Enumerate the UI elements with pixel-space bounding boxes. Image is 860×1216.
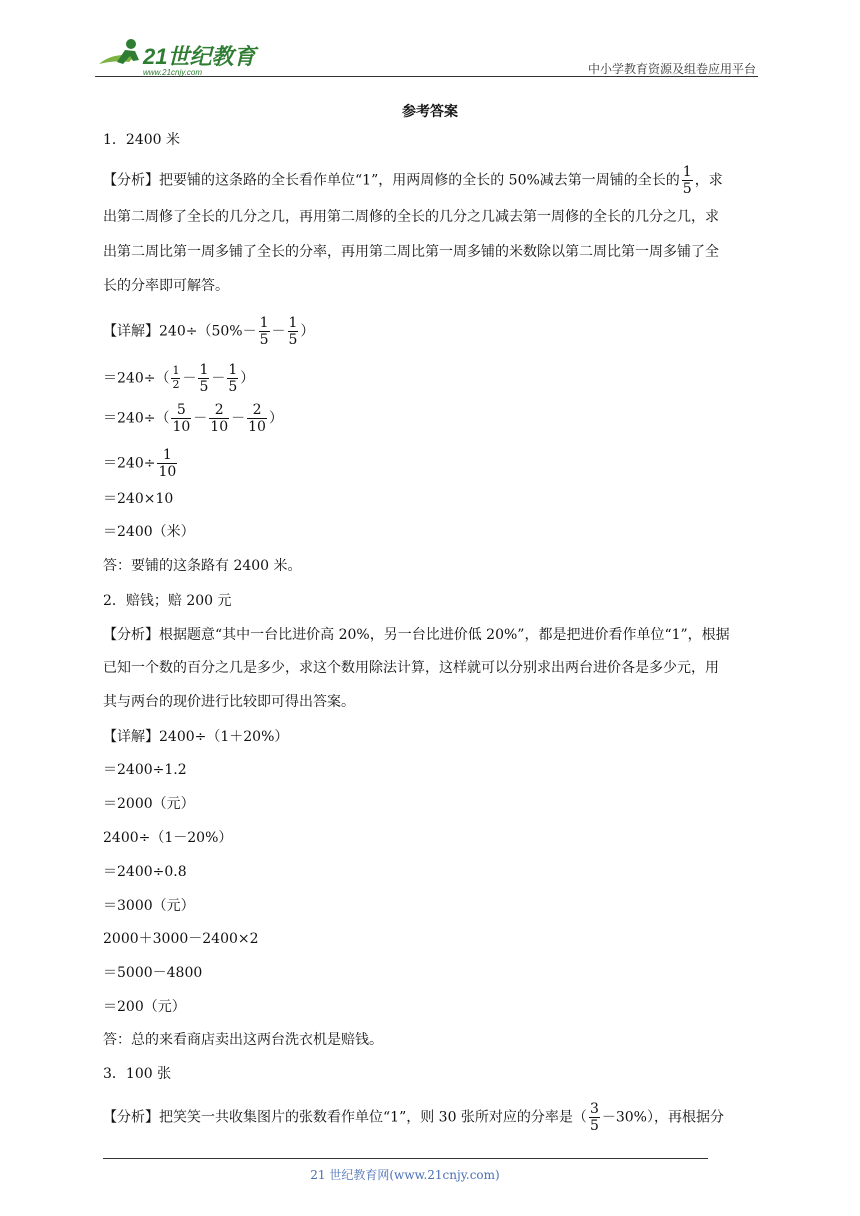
q2-step: ＝2400÷1.2	[103, 762, 187, 778]
q1-detail-step5: ＝240×10	[103, 491, 174, 507]
fraction-one-fifth: $\frac{1}{5}$	[199, 362, 209, 396]
q2-conclusion: 答：总的来看商店卖出这两台洗衣机是赔钱。	[103, 1032, 383, 1048]
q2-step: 【详解】2400÷（1＋20%）	[103, 729, 289, 745]
fraction-one-fifth: $\frac{1}{5}$	[682, 164, 692, 198]
page-title: 参考答案	[402, 104, 458, 120]
q1-analysis-text-a: 【分析】把要铺的这条路的全长看作单位“1”，用两周修的全长的 50%减去第一周铺的全长的	[103, 172, 680, 189]
q2-step: 2000＋3000－2400×2	[103, 931, 259, 947]
fraction-one-fifth: $\frac{1}{5}$	[259, 315, 269, 349]
fraction-one-tenth: $\frac{1}{10}$	[158, 447, 177, 481]
q2-answer: 2．赔钱；赔 200 元	[103, 593, 232, 609]
q1-detail-step6: ＝2400（米）	[103, 524, 195, 540]
site-logo	[95, 34, 265, 78]
q1-detail-step2: ＝240÷（ $\frac{1}{2}$ － $\frac{1}{5}$ － $\frac{1}{5}$ ）	[103, 362, 255, 396]
q2-step: 2400÷（1－20%）	[103, 830, 233, 846]
q2-step: ＝5000－4800	[103, 965, 203, 981]
fraction-one-fifth: $\frac{1}{5}$	[288, 315, 298, 349]
q2-step: ＝2400÷0.8	[103, 864, 187, 880]
q3-answer: 3．100 张	[103, 1066, 172, 1082]
fraction-five-tenths: $\frac{5}{10}$	[172, 402, 191, 436]
q2-analysis-line2: 已知一个数的百分之几是多少，求这个数用除法计算，这样就可以分别求出两台进价各是多少元，用	[103, 660, 719, 676]
q2-step: ＝200（元）	[103, 999, 186, 1015]
q3-analysis-line1: 【分析】把笑笑一共收集图片的张数看作单位“1”，则 30 张所对应的分率是（ $\frac{3}{5}$ －30%），再根据分	[103, 1101, 724, 1135]
q1-conclusion: 答：要铺的这条路有 2400 米。	[103, 558, 302, 574]
q2-analysis-line3: 其与两台的现价进行比较即可得出答案。	[103, 694, 355, 710]
fraction-three-fifths: $\frac{3}{5}$	[589, 1101, 599, 1135]
site-name: 中小学教育资源及组卷应用平台	[587, 62, 756, 76]
header-divider	[95, 76, 758, 77]
q2-analysis-line1: 【分析】根据题意“其中一台比进价高 20%，另一台比进价低 20%”，都是把进价看作单位“1”，根据	[103, 627, 730, 643]
q1-detail-step3: ＝240÷（ $\frac{5}{10}$ － $\frac{2}{10}$ － $\frac{2}{10}$ ）	[103, 402, 283, 436]
fraction-two-tenths: $\frac{2}{10}$	[248, 402, 266, 436]
q2-step: ＝3000（元）	[103, 898, 195, 914]
q1-answer: 1．2400 米	[103, 132, 180, 148]
logo-text: 21世纪教育	[143, 44, 256, 69]
footer-text: 21 世纪教育网(www.21cnjy.com)	[310, 1168, 500, 1182]
logo-url: www.21cnjy.com	[143, 68, 202, 77]
fraction-one-half: $\frac{1}{2}$	[172, 364, 180, 392]
q1-analysis-line1	[103, 164, 723, 197]
q1-detail-step4: ＝240÷ $\frac{1}{10}$	[103, 447, 177, 481]
fraction-one-fifth: $\frac{1}{5}$	[228, 362, 238, 396]
q1-detail-step1: 【详解】240÷（50%－ $\frac{1}{5}$ － $\frac{1}{5}$ ）	[103, 315, 315, 349]
footer-divider	[103, 1158, 708, 1159]
q1-analysis-line3: 出第二周比第一周多铺了全长的分率，再用第二周比第一周多铺的米数除以第二周比第一周多铺了全	[103, 244, 719, 260]
q1-analysis-line2: 出第二周修了全长的几分之几，再用第二周修的全长的几分之几减去第一周修的全长的几分之几，求	[103, 209, 719, 225]
q1-analysis-line4: 长的分率即可解答。	[103, 278, 229, 294]
q2-step: ＝2000（元）	[103, 796, 195, 812]
q1-analysis-text-b: ，求	[694, 172, 723, 189]
fraction-two-tenths: $\frac{2}{10}$	[210, 402, 229, 436]
